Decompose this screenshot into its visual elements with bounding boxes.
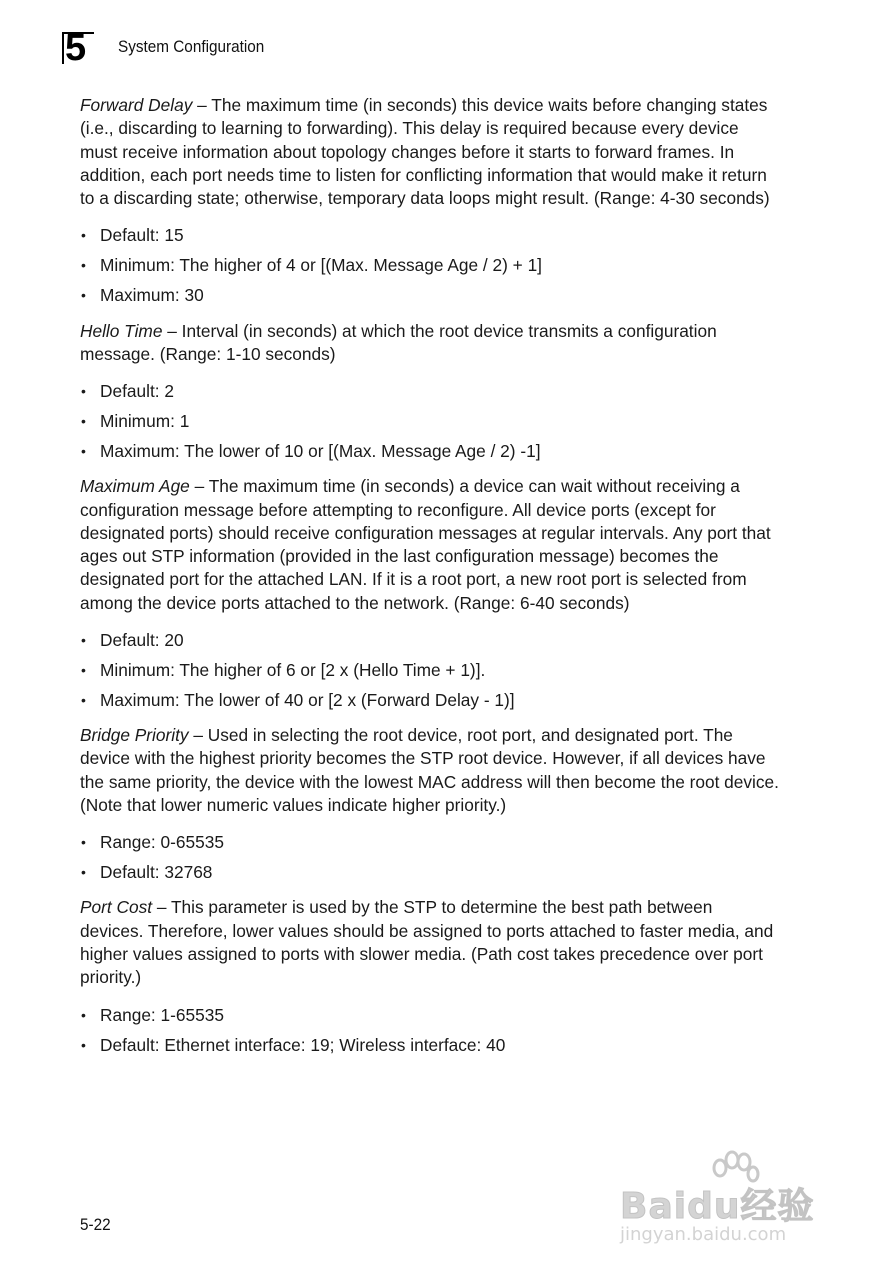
hello-time-values (80, 380, 780, 463)
chapter-number: 5 (65, 27, 87, 69)
list-item: • Maximum: The lower of 10 or [(Max. Message Age / 2) -1] (80, 440, 780, 463)
port-cost-values (80, 1004, 780, 1057)
param-term: Hello Time (80, 320, 163, 341)
param-forward-delay (80, 94, 780, 210)
param-term: Maximum Age (80, 476, 190, 497)
maximum-age-values (80, 629, 780, 712)
term-separator: – (192, 95, 212, 115)
list-item: • Default: 15 (80, 224, 780, 247)
param-description: This parameter is used by the STP to determine the best path between devices. Therefore, lower values should be assigned to ports attached to faster media, and higher values assigned to ports with slower media. (Path cost takes precedence over port priority.) (80, 897, 774, 988)
baidu-watermark (620, 1150, 840, 1250)
page-number: 5-22 (80, 1215, 111, 1234)
list-item: • Default: Ethernet interface: 19; Wireless interface: 40 (80, 1034, 780, 1057)
param-term: Bridge Priority (80, 725, 189, 746)
chapter-title: System Configuration (118, 37, 265, 56)
param-term: Port Cost (80, 897, 153, 918)
watermark-url: jingyan.baidu.com (620, 1224, 787, 1245)
list-item: • Default: 2 (80, 380, 780, 403)
term-separator: – (152, 897, 171, 918)
term-separator: – (188, 725, 208, 746)
param-description: Used in selecting the root device, root port, and designated port. The device with the highest priority becomes the STP root device. However, if all devices have the same priority, the device with the lowest MAC address will then become the root device. (Note that lower numeric values indicate higher priority.) (80, 725, 779, 815)
page-body (80, 94, 780, 1069)
param-description: The maximum time (in seconds) a device can wait without receiving a configuration message before attempting to reconfigure. All device ports (except for designated ports) should receive configuration messages at regular intervals. Any port that ages out STP information (provided in the last configuration message) becomes the designated port for the attached LAN. If it is a root port, a new root port is selected from among the device ports attached to the network. (Range: 6-40 seconds) (80, 476, 771, 613)
list-item: • Range: 0-65535 (80, 831, 780, 854)
param-hello-time (80, 320, 780, 367)
param-description: Interval (in seconds) at which the root device transmits a configuration message. (Range: 1-10 seconds) (80, 320, 717, 364)
list-item: • Maximum: 30 (80, 284, 780, 307)
list-item: • Default: 20 (80, 629, 780, 652)
bridge-priority-values (80, 831, 780, 884)
list-item: • Range: 1-65535 (80, 1004, 780, 1027)
list-item: • Maximum: The lower of 40 or [2 x (Forward Delay - 1)] (80, 689, 780, 712)
term-separator: – (189, 476, 209, 497)
param-description: The maximum time (in seconds) this device waits before changing states (i.e., discarding to learning to forwarding). This delay is required because every device must receive information about topology changes before it starts to forward frames. In addition, each port needs time to listen for conflicting information that would make it return to a discarding state; otherwise, temporary data loops might result. (Range: 4-30 seconds) (80, 95, 770, 209)
page-header (60, 28, 460, 68)
param-port-cost (80, 896, 780, 989)
list-item: • Minimum: The higher of 4 or [(Max. Message Age / 2) + 1] (80, 254, 780, 277)
param-maximum-age (80, 475, 780, 615)
list-item: • Default: 32768 (80, 861, 780, 884)
term-separator: – (162, 320, 182, 341)
list-item: • Minimum: 1 (80, 410, 780, 433)
chapter-badge (60, 27, 96, 69)
watermark-logo-text: Baidu经验 (620, 1186, 815, 1227)
param-bridge-priority (80, 724, 780, 817)
forward-delay-values (80, 224, 780, 307)
list-item: • Minimum: The higher of 6 or [2 x (Hello Time + 1)]. (80, 659, 780, 682)
param-term: Forward Delay (80, 95, 193, 115)
